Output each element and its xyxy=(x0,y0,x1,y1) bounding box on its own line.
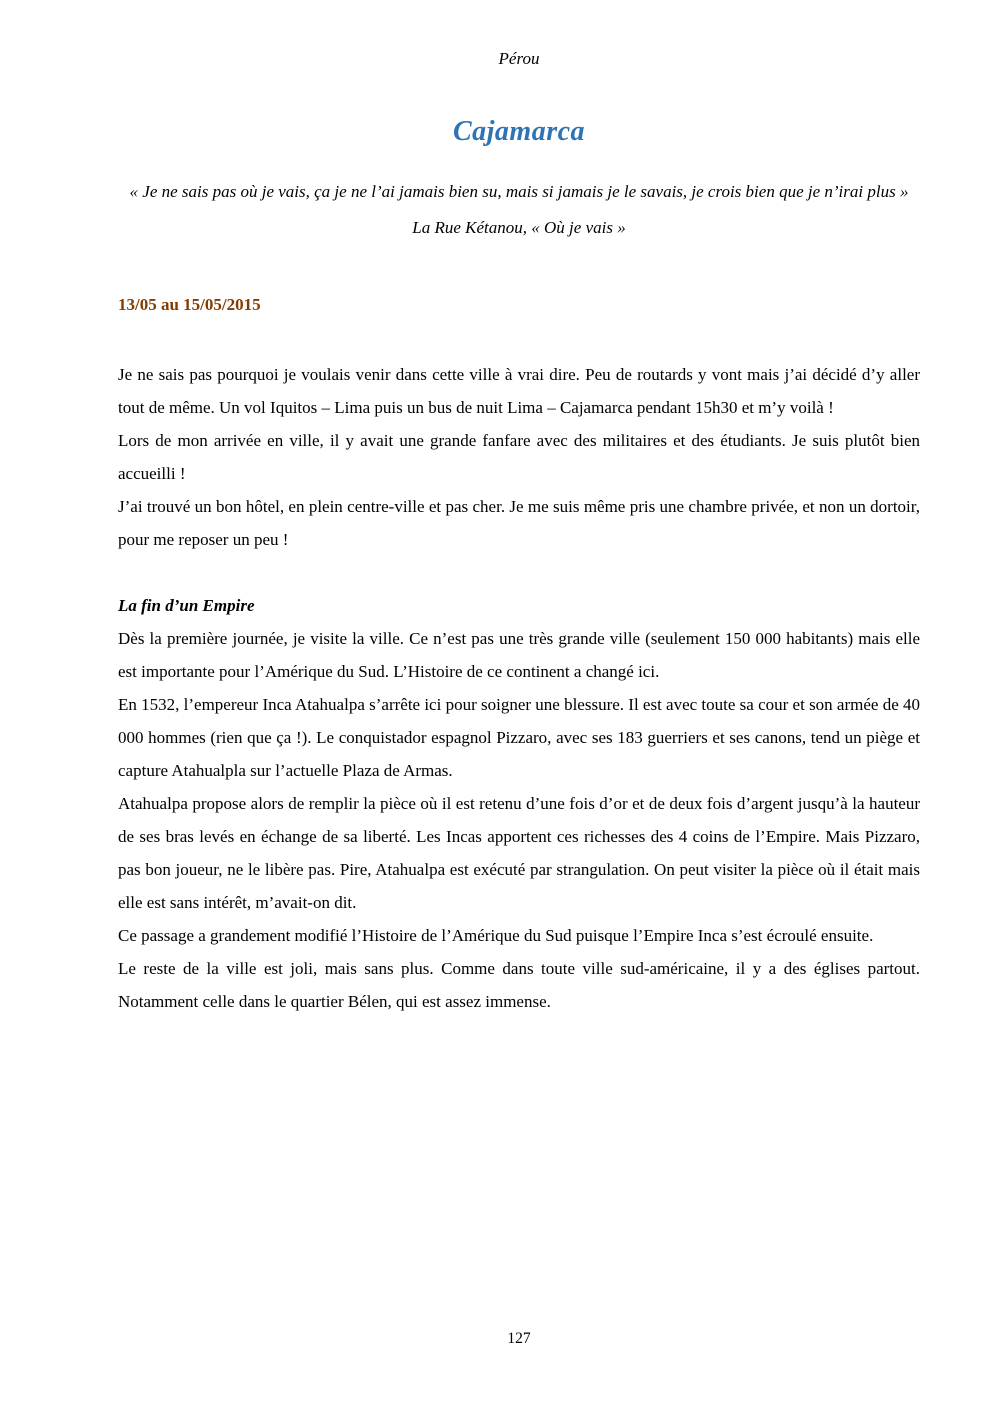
intro-paragraph: J’ai trouvé un bon hôtel, en plein centre-ville et pas cher. Je me suis même pris une chambre privée, et non un dortoir, pour me reposer un peu ! xyxy=(118,497,920,549)
section-paragraph: Atahualpa propose alors de remplir la pièce où il est retenu d’une fois d’or et de deux fois d’argent jusqu’à la hauteur de ses bras levés en échange de sa liberté. Les Incas apportent ces richesses des 4 coins de l’Empire. Mais Pizzaro, pas bon joueur, ne le libère pas. Pire, Atahualpa est exécuté par strangulation. On peut visiter la pièce où il était mais elle est sans intérêt, m’avait-on dit. xyxy=(118,794,920,912)
section-paragraph: Ce passage a grandement modifié l’Histoire de l’Amérique du Sud puisque l’Empire Inca s’est écroulé ensuite. xyxy=(118,926,874,945)
epigraph-attribution: La Rue Kétanou, « Où je vais » xyxy=(412,218,626,237)
epigraph-quote: « Je ne sais pas où je vais, ça je ne l’ai jamais bien su, mais si jamais je le savais, je crois bien que je n’irai plus » xyxy=(129,182,909,201)
epigraph xyxy=(118,174,920,246)
running-header: Pérou xyxy=(498,49,540,68)
section-paragraph: Le reste de la ville est joli, mais sans plus. Comme dans toute ville sud-américaine, il y a des églises partout. Notamment celle dans le quartier Bélen, qui est assez immense. xyxy=(118,959,920,1011)
section-paragraph: En 1532, l’empereur Inca Atahualpa s’arrête ici pour soigner une blessure. Il est avec toute sa cour et son armée de 40 000 hommes (rien que ça !). Le conquistador espagnol Pizzaro, avec ses 183 guerriers et ses canons, tend un piège et capture Atahualpla sur l’actuelle Plaza de Armas. xyxy=(118,695,920,780)
intro-paragraph: Je ne sais pas pourquoi je voulais venir dans cette ville à vrai dire. Peu de routards y vont mais j’ai décidé d’y aller tout de même. Un vol Iquitos – Lima puis un bus de nuit Lima – Cajamarca pendant 15h30 et m’y voilà ! xyxy=(118,365,920,417)
section-heading: La fin d’un Empire xyxy=(118,596,255,615)
date-heading: 13/05 au 15/05/2015 xyxy=(118,295,261,314)
intro-paragraph: Lors de mon arrivée en ville, il y avait une grande fanfare avec des militaires et des étudiants. Je suis plutôt bien accueilli ! xyxy=(118,431,920,483)
page-number: 127 xyxy=(507,1330,531,1347)
body-copy xyxy=(118,358,920,1018)
chapter-title: Cajamarca xyxy=(452,116,586,147)
section-paragraph: Dès la première journée, je visite la ville. Ce n’est pas une très grande ville (seulement 150 000 habitants) mais elle est importante pour l’Amérique du Sud. L’Histoire de ce continent a changé ici. xyxy=(118,629,920,681)
